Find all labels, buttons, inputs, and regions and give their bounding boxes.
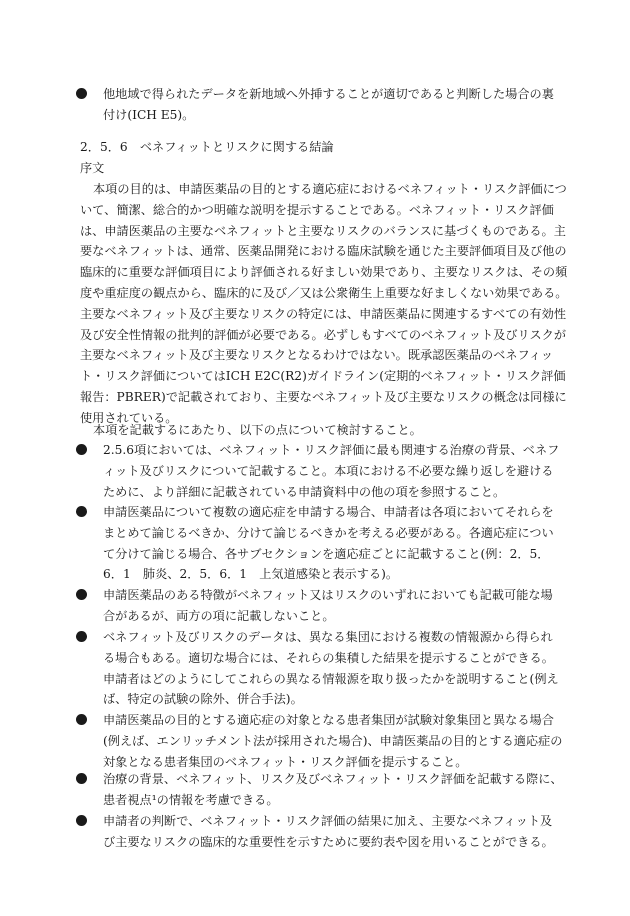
bullet-item: 治療の背景、ベネフィット、リスク及びベネフィット・リスク評価を記載する際に、患者視点¹の情報を考慮できる。 (103, 769, 563, 811)
subheading-preface: 序文 (80, 161, 105, 175)
bullet-item: 申請医薬品について複数の適応症を申請する場合、申請者は各項においてそれらをまとめて論じるべきか、分けて論じるべきかを考える必要がある。各適応症について分けて論じる場合、各サブセクションを適応症ごとに記載すること(例：2．5．6．1 肺炎、2．5．6．1 上気道感染と表示する)。 (103, 502, 563, 585)
bullet-text: 他地域で得られたデータを新地域へ外挿することが適切であると判断した場合の裏付け(ICH E5)。 (103, 87, 554, 122)
bullet-dot-icon (76, 88, 87, 99)
bullet-dot-icon (76, 444, 87, 455)
bullet-item: 申請医薬品のある特徴がベネフィット又はリスクのいずれにおいても記載可能な場合があるが、両方の項に記載しないこと。 (103, 585, 563, 627)
bullet-dot-icon (76, 589, 87, 600)
bullet-dot-icon (76, 815, 87, 826)
bullet-item: 申請医薬品の目的とする適応症の対象となる患者集団が試験対象集団と異なる場合(例えば、エンリッチメント法が採用された場合)、申請医薬品の目的とする適応症の対象となる患者集団のベネフィット・リスク評価を提示すること。 (103, 710, 563, 772)
bullet-extrapolation (103, 84, 563, 126)
bullet-item: 2.5.6項においては、ベネフィット・リスク評価に最も関連する治療の背景、ベネフィット及びリスクについて記載すること。本項における不必要な繰り返しを避けるために、より詳細に記載されている申請資料中の他の項を参照すること。 (103, 440, 563, 502)
considerations-intro: 本項を記載するにあたり、以下の点について検討すること。 (93, 423, 422, 437)
bullet-dot-icon (76, 631, 87, 642)
bullet-dot-icon (76, 714, 87, 725)
section-heading: 2．5．6 ベネフィットとリスクに関する結論 (80, 140, 334, 154)
bullet-item: 申請者の判断で、ベネフィット・リスク評価の結果に加え、主要なベネフィット及び主要なリスクの臨床的な重要性を示すために要約表や図を用いることができる。 (103, 811, 563, 853)
intro-paragraph: 本項の目的は、申請医薬品の目的とする適応症におけるベネフィット・リスク評価について、簡潔、総合的かつ明確な説明を提示することである。ベネフィット・リスク評価は、申請医薬品の主要なベネフィットと主要なリスクのバランスに基づくものである。主要なベネフィットは、通常、医薬品開発における臨床試験を通じた主要評価項目及び他の臨床的に重要な評価項目により評価される好ましい効果であり、主要なリスクは、その頻度や重症度の観点から、臨床的に及び／又は公衆衛生上重要な好ましくない効果である。主要なベネフィット及び主要なリスクの特定には、申請医薬品に関連するすべての有効性及び安全性情報の批判的評価が必要である。必ずしもすべてのベネフィット及びリスクが主要なベネフィット及び主要なリスクとなるわけではない。既承認医薬品のベネフィット・リスク評価についてはICH E2C(R2)ガイドライン(定期的ベネフィット・リスク評価報告：PBRER)で記載されており、主要なベネフィット及び主要なリスクの概念は同様に使用されている。 (80, 182, 568, 425)
bullet-item: ベネフィット及びリスクのデータは、異なる集団における複数の情報源から得られる場合もある。適切な場合には、それらの集積した結果を提示することができる。申請者はどのようにしてこれらの異なる情報源を取り扱ったかを説明すること(例えば、特定の試験の除外、併合手法)。 (103, 627, 563, 710)
bullet-dot-icon (76, 506, 87, 517)
bullet-dot-icon (76, 773, 87, 784)
